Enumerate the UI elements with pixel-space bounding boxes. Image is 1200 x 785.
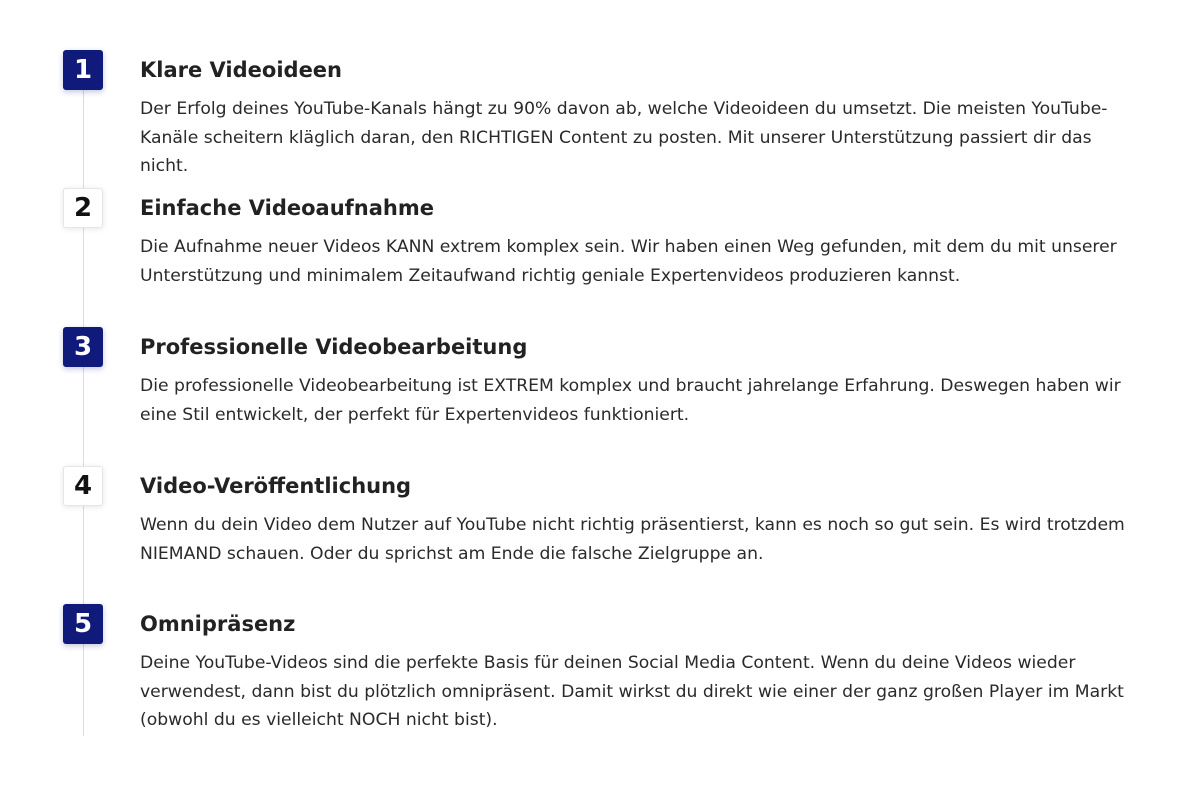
- step-number-badge: 5: [63, 604, 103, 644]
- step-title: Einfache Videoaufnahme: [140, 196, 434, 220]
- step-description: Wenn du dein Video dem Nutzer auf YouTube nicht richtig präsentierst, kann es noch so gut sein. Es wird trotzdem NIEMAND schauen. Oder du sprichst am Ende die falsche Zielgruppe an.: [140, 515, 1125, 564]
- step-number-badge: 3: [63, 327, 103, 367]
- step-description: Die Aufnahme neuer Videos KANN extrem komplex sein. Wir haben einen Weg gefunden, mit dem du mit unserer Unterstützung und minimalem Zeitaufwand richtig geniale Expertenvideos produzieren kannst.: [140, 237, 1117, 286]
- step-number-badge: 4: [63, 466, 103, 506]
- step-number-badge: 2: [63, 188, 103, 228]
- step-number-badge: 1: [63, 50, 103, 90]
- step-description: Deine YouTube-Videos sind die perfekte Basis für deinen Social Media Content. Wenn du deine Videos wieder verwendest, dann bist du plötzlich omnipräsent. Damit wirkst du direkt wie einer der ganz großen Player im Markt (obwohl du es vielleicht NOCH nicht bist).: [140, 653, 1124, 730]
- step-title: Video-Veröffentlichung: [140, 474, 412, 498]
- step-description: Die professionelle Videobearbeitung ist EXTREM komplex und braucht jahrelange Erfahrung. Deswegen haben wir eine Stil entwickelt, der perfekt für Expertenvideos funktioniert.: [140, 376, 1121, 425]
- step-title: Professionelle Videobearbeitung: [140, 335, 528, 359]
- step-title: Omnipräsenz: [140, 612, 296, 636]
- step-description: Der Erfolg deines YouTube-Kanals hängt zu 90% davon ab, welche Videoideen du umsetzt. Die meisten YouTube-Kanäle scheitern kläglich daran, den RICHTIGEN Content zu posten. Mit unserer Unterstützung passiert dir das nicht.: [140, 99, 1108, 176]
- step-title: Klare Videoideen: [140, 58, 343, 82]
